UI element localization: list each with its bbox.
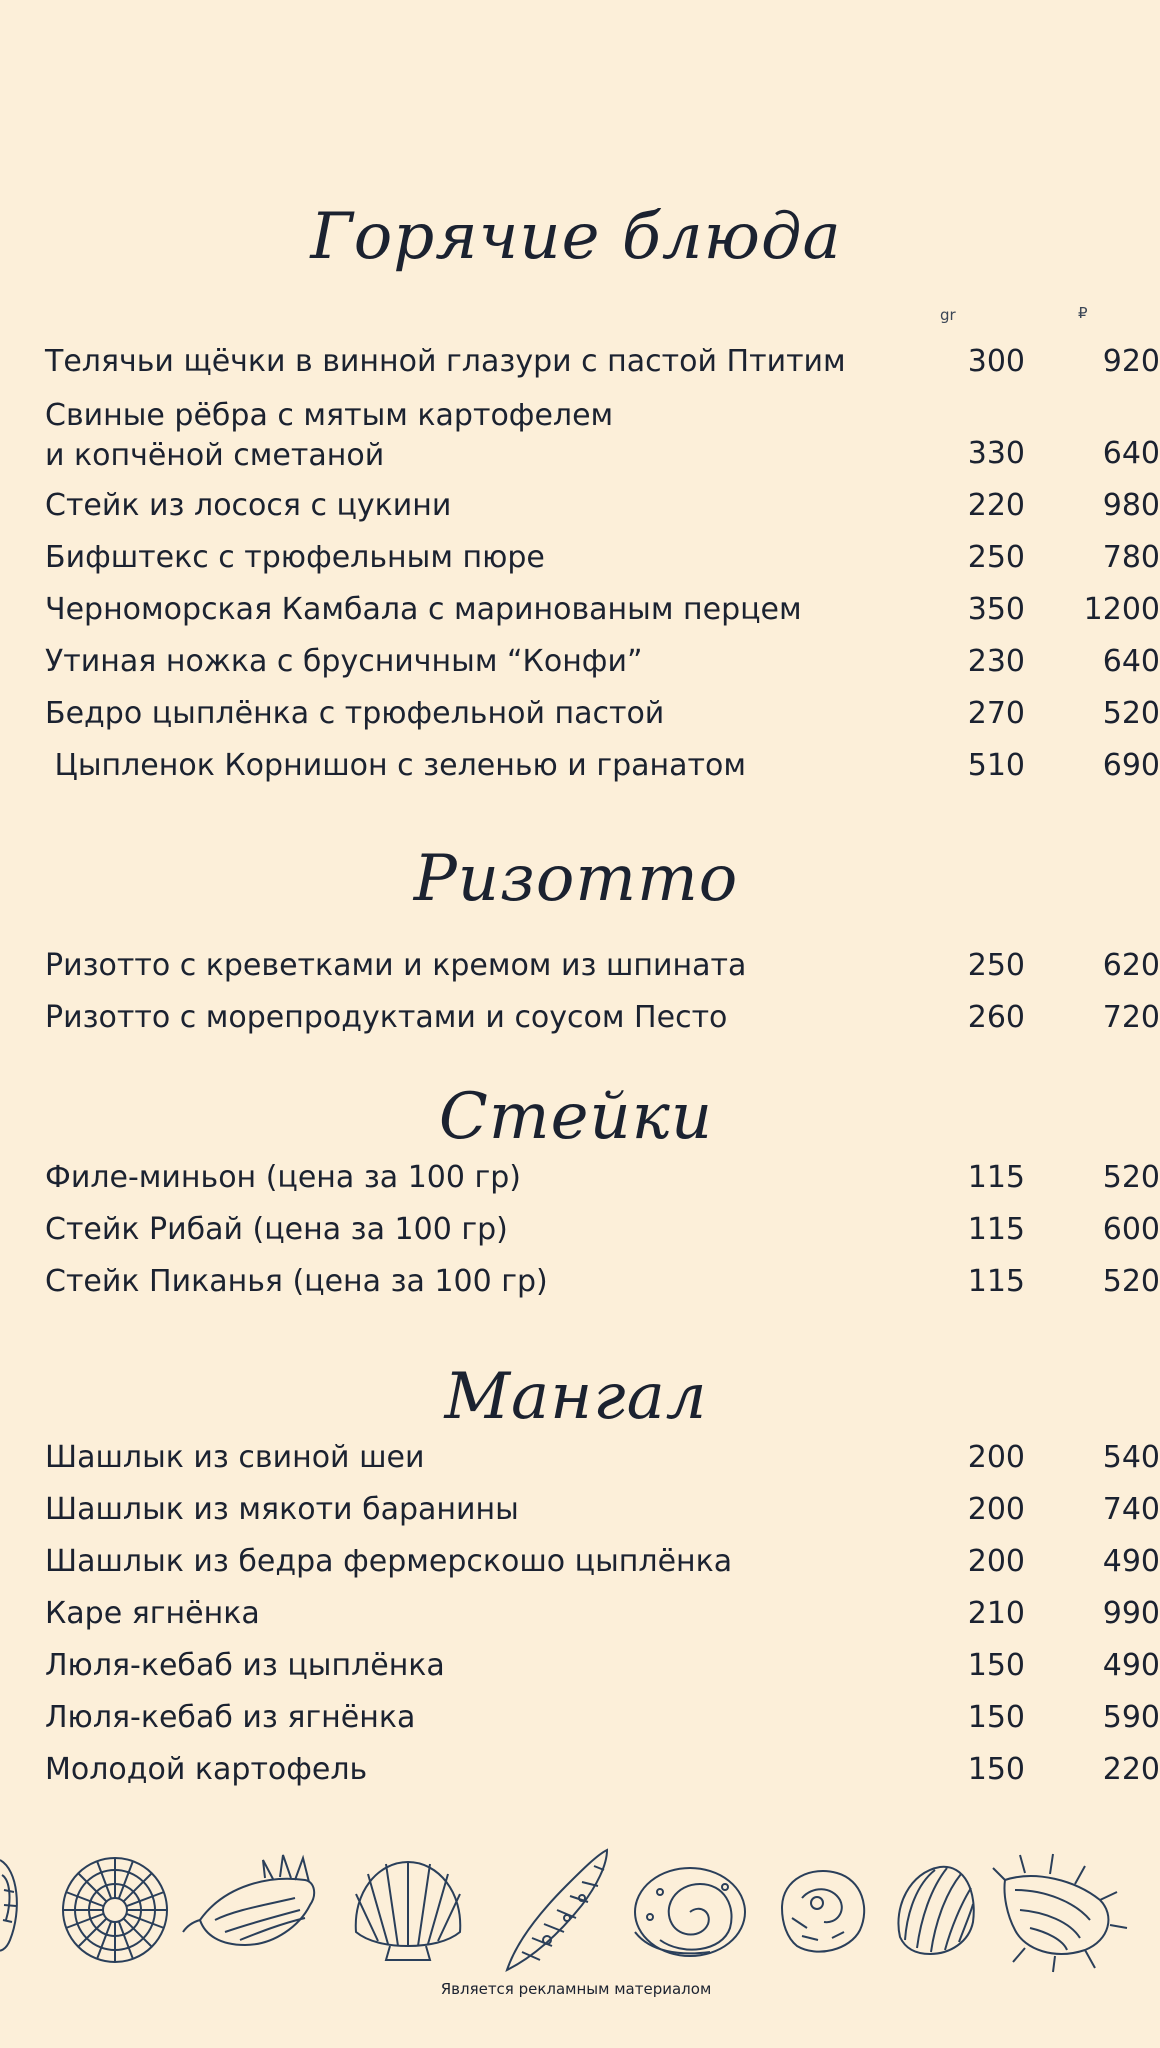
item-name: Шашлык из бедра фермерскошо цыплёнка	[45, 1544, 733, 1579]
conch-icon	[183, 1855, 314, 1945]
item-price: 720	[1102, 1000, 1160, 1035]
menu-item	[45, 1744, 1160, 1796]
menu-item	[45, 940, 1160, 992]
item-name: Ризотто с креветками и кремом из шпината	[45, 948, 747, 983]
item-grams: 150	[967, 1752, 1025, 1787]
item-name: Ризотто с морепродуктами и соусом Песто	[45, 1000, 728, 1035]
spiral-shell-icon	[507, 1850, 607, 1970]
item-name: Люля-кебаб из ягнёнка	[45, 1700, 416, 1735]
section-title-grill: Мангал	[444, 1360, 708, 1434]
item-price: 780	[1102, 540, 1160, 575]
item-name: Утиная ножка с брусничным “Конфи”	[45, 644, 643, 679]
item-name-line-2: и копчёной сметаной	[45, 438, 385, 473]
menu-item	[45, 636, 1160, 688]
item-name: Стейк из лосося с цукини	[45, 488, 452, 523]
menu-item	[45, 1204, 1160, 1256]
menu-item	[45, 1692, 1160, 1744]
item-price: 990	[1102, 1596, 1160, 1631]
item-grams: 220	[967, 488, 1025, 523]
item-name: Шашлык из мякоти баранины	[45, 1492, 519, 1527]
item-price: 690	[1102, 748, 1160, 783]
menu-item	[45, 336, 1160, 388]
snail-shell-icon	[635, 1868, 745, 1956]
item-name: Бедро цыплёнка с трюфельной пастой	[45, 696, 665, 731]
item-grams: 200	[967, 1440, 1025, 1475]
spiky-conch-icon	[993, 1854, 1127, 1972]
item-grams: 250	[967, 948, 1025, 983]
menu-item	[45, 1588, 1160, 1640]
section-title-risotto: Ризотто	[413, 842, 739, 916]
item-name: Бифштекс с трюфельным пюре	[45, 540, 545, 575]
item-name: Люля-кебаб из цыплёнка	[45, 1648, 445, 1683]
item-price: 520	[1102, 696, 1160, 731]
item-grams: 115	[967, 1264, 1025, 1299]
menu-item	[45, 688, 1160, 740]
item-grams: 300	[967, 344, 1025, 379]
item-price: 740	[1102, 1492, 1160, 1527]
menu-item	[45, 1152, 1160, 1204]
menu-item	[45, 388, 1160, 492]
item-grams: 115	[967, 1160, 1025, 1195]
item-name: Черноморская Камбала с маринованым перцем	[45, 592, 802, 627]
nautilus-icon	[63, 1858, 167, 1962]
item-grams: 150	[967, 1648, 1025, 1683]
item-grams: 115	[967, 1212, 1025, 1247]
item-name: Каре ягнёнка	[45, 1596, 260, 1631]
item-price: 520	[1102, 1160, 1160, 1195]
shell-icon	[0, 1860, 17, 1951]
round-shell-icon	[782, 1871, 864, 1952]
advertising-disclaimer: Является рекламным материалом	[440, 1980, 712, 1998]
menu-item	[45, 1640, 1160, 1692]
item-name: Филе-миньон (цена за 100 гр)	[45, 1160, 522, 1195]
seashells-decoration	[0, 1840, 1152, 1980]
item-price: 980	[1102, 488, 1160, 523]
column-header-grams: gr	[940, 306, 956, 324]
menu-item	[45, 584, 1160, 636]
menu-item	[45, 480, 1160, 532]
item-price: 620	[1102, 948, 1160, 983]
item-price: 590	[1102, 1700, 1160, 1735]
item-name: Молодой картофель	[45, 1752, 368, 1787]
item-grams: 270	[967, 696, 1025, 731]
item-name-line-1: Свиные рёбра с мятым картофелем	[45, 398, 614, 433]
item-grams: 230	[967, 644, 1025, 679]
menu-item	[45, 532, 1160, 584]
item-price: 640	[1102, 436, 1160, 471]
item-grams: 200	[967, 1492, 1025, 1527]
section-title-hot-dishes: Горячие блюда	[310, 200, 842, 274]
column-header-price: ₽	[1078, 304, 1088, 322]
scallop-icon	[356, 1862, 460, 1960]
cockle-icon	[898, 1867, 973, 1954]
item-price: 490	[1102, 1648, 1160, 1683]
section-title-steaks: Стейки	[438, 1080, 714, 1154]
menu-item	[45, 1484, 1160, 1536]
item-name	[45, 396, 613, 476]
item-name: Телячьи щёчки в винной глазури с пастой Птитим	[45, 344, 846, 379]
item-price: 640	[1102, 644, 1160, 679]
menu-item	[45, 1256, 1160, 1308]
item-grams: 510	[967, 748, 1025, 783]
item-price: 600	[1102, 1212, 1160, 1247]
item-price: 920	[1102, 344, 1160, 379]
item-grams: 350	[967, 592, 1025, 627]
item-grams: 200	[967, 1544, 1025, 1579]
item-grams: 210	[967, 1596, 1025, 1631]
menu-item	[45, 1432, 1160, 1484]
menu-item	[45, 1536, 1160, 1588]
item-price: 220	[1102, 1752, 1160, 1787]
item-name: Стейк Рибай (цена за 100 гр)	[45, 1212, 508, 1247]
item-price: 1200	[1083, 592, 1160, 627]
menu-item	[45, 992, 1160, 1044]
item-grams: 250	[967, 540, 1025, 575]
item-grams: 150	[967, 1700, 1025, 1735]
item-grams: 260	[967, 1000, 1025, 1035]
item-grams: 330	[967, 436, 1025, 471]
item-price: 490	[1102, 1544, 1160, 1579]
item-price: 540	[1102, 1440, 1160, 1475]
item-name: Шашлык из свиной шеи	[45, 1440, 425, 1475]
item-name: Цыпленок Корнишон с зеленью и гранатом	[45, 748, 746, 783]
item-price: 520	[1102, 1264, 1160, 1299]
item-name: Стейк Пиканья (цена за 100 гр)	[45, 1264, 548, 1299]
menu-item	[45, 740, 1160, 792]
